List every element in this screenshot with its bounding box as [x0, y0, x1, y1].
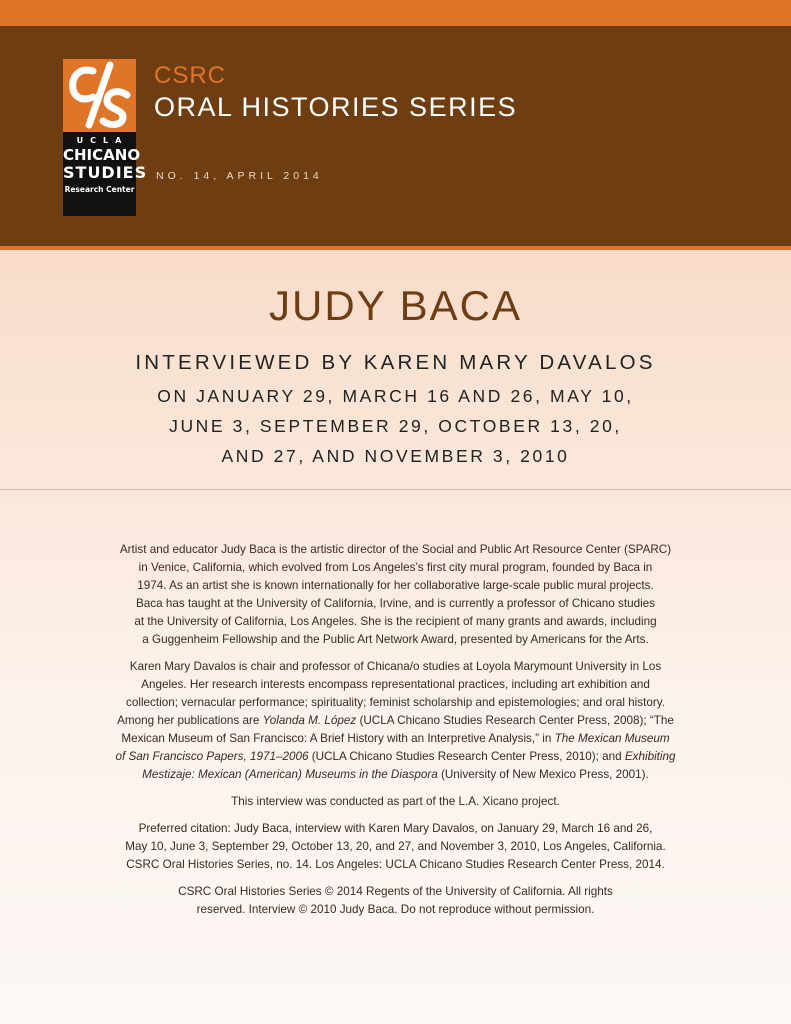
logo-ucla: UCLA	[76, 136, 129, 145]
logo-chicano: CHICANO	[63, 146, 141, 164]
text-line: Mexican Museum of San Francisco: A Brief History with an Interpretive Analysis,” in The Mexican Museum	[121, 732, 670, 745]
interview-dates	[0, 381, 791, 471]
publication-title: of San Francisco Papers, 1971–2006	[115, 750, 309, 763]
series-title: ORAL HISTORIES SERIES	[154, 92, 518, 122]
c-slash-s-icon	[63, 59, 136, 132]
project-note	[90, 793, 701, 811]
text-line: Karen Mary Davalos is chair and professor of Chicana/o studies at Loyola Marymount University in Los	[129, 660, 662, 673]
text-line: CSRC Oral Histories Series © 2014 Regents of the University of California. All rights	[178, 885, 613, 898]
dates-line: JUNE 3, SEPTEMBER 29, OCTOBER 13, 20,	[169, 416, 622, 436]
copyright-paragraph	[90, 883, 701, 919]
dates-line: ON JANUARY 29, MARCH 16 AND 26, MAY 10,	[157, 386, 634, 406]
publication-title: Yolanda M. López	[262, 714, 357, 727]
text-line: This interview was conducted as part of the L.A. Xicano project.	[231, 795, 560, 808]
text-line: Artist and educator Judy Baca is the artistic director of the Social and Public Art Resource Center (SPARC)	[119, 543, 672, 556]
publication-title: Exhibiting	[624, 750, 676, 763]
csrc-slash-logo-mark	[63, 59, 136, 132]
text-line: of San Francisco Papers, 1971–2006 (UCLA Chicano Studies Research Center Press, 2010); and Exhibiting	[115, 750, 676, 763]
text-line: Preferred citation: Judy Baca, interview with Karen Mary Davalos, on January 29, March 16 and 26,	[138, 822, 653, 835]
citation-paragraph	[90, 820, 701, 874]
baca-bio-paragraph	[90, 541, 701, 649]
text-line: 1974. As an artist she is known internationally for her collaborative large-scale public mural projects.	[137, 579, 654, 592]
interviewee-name: JUDY BACA	[269, 282, 522, 329]
text-line: Angeles. Her research interests encompass representational practices, including art exhibition and	[141, 678, 650, 691]
interviewer-line: INTERVIEWED BY KAREN MARY DAVALOS	[135, 351, 656, 374]
csrc-label: CSRC	[154, 62, 227, 89]
text-line: a Guggenheim Fellowship and the Public Art Network Award, presented by Americans for the Arts.	[142, 633, 649, 646]
dates-line: AND 27, AND NOVEMBER 3, 2010	[221, 446, 570, 466]
text-line: collection; vernacular performance; spirituality; feminist scholarship and epistemologies; and oral history.	[126, 696, 665, 709]
body-text	[90, 541, 701, 928]
header-divider-rule	[0, 246, 791, 250]
text-line: in Venice, California, which evolved from Los Angeles’s first city mural program, founded by Baca in	[138, 561, 653, 574]
logo-research-center: Research Center	[64, 185, 135, 194]
text-line: Baca has taught at the University of California, Irvine, and is currently a professor of Chicano studies	[135, 597, 656, 610]
logo-wordmark	[63, 132, 148, 216]
text-line: at the University of California, Los Angeles. She is the recipient of many grants and awards, including	[134, 615, 657, 628]
text-line: May 10, June 3, September 29, October 13, 20, and 27, and November 3, 2010, Los Angeles, California.	[125, 840, 666, 853]
text-line: CSRC Oral Histories Series, no. 14. Los Angeles: UCLA Chicano Studies Research Center Press, 2014.	[126, 858, 665, 871]
text-line: reserved. Interview © 2010 Judy Baca. Do not reproduce without permission.	[196, 903, 595, 916]
logo-studies: STUDIES	[63, 163, 148, 182]
top-orange-stripe	[0, 0, 791, 26]
text-line: Among her publications are Yolanda M. López (UCLA Chicano Studies Research Center Press, 2008); “The	[117, 714, 674, 727]
section-divider	[0, 489, 791, 490]
issue-number: NO. 14, APRIL 2014	[156, 170, 323, 182]
publication-title: The Mexican Museum	[554, 732, 670, 745]
csrc-logo	[63, 59, 148, 216]
text-line: Mestizaje: Mexican (American) Museums in the Diaspora (University of New Mexico Press, 2001).	[142, 768, 649, 781]
publication-title: Mestizaje: Mexican (American) Museums in the Diaspora	[142, 768, 438, 781]
davalos-bio-paragraph	[90, 658, 701, 784]
